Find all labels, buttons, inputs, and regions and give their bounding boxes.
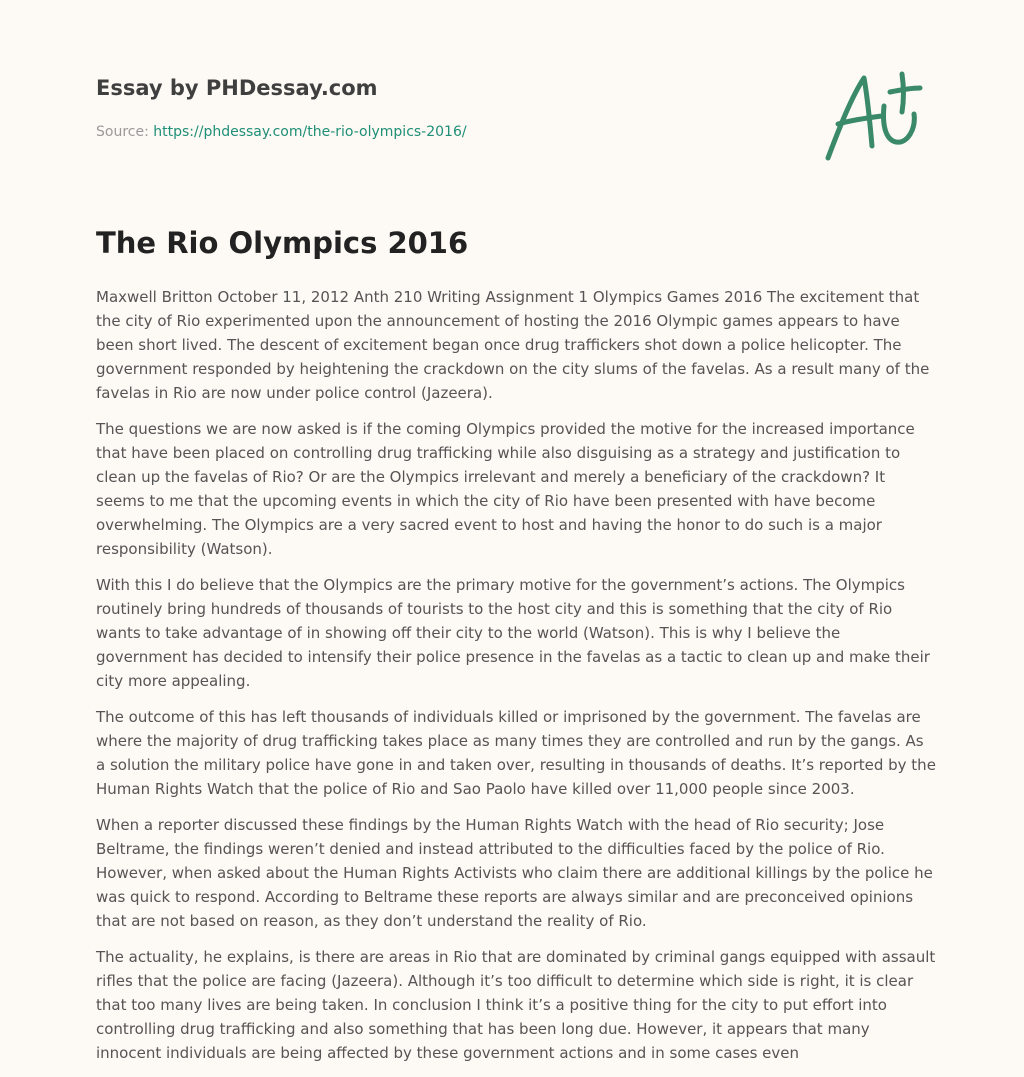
essay-paragraph: When a reporter discussed these findings by the Human Rights Watch with the head of Rio security; Jose Beltrame, the findings weren’t denied and instead attributed to the difficulties faced by the police of Rio. However, when asked about the Human Rights Activists who claim there are additional killings by the police he was quick to respond. According to Beltrame these reports are always similar and are preconceived opinions that are not based on reason, as they don’t understand the reality of Rio. xyxy=(96,816,933,930)
site-title: Essay by PHDessay.com xyxy=(96,76,378,100)
a-plus-grade-icon xyxy=(822,66,926,164)
source-label: Source: xyxy=(96,124,149,140)
essay-body xyxy=(96,285,936,1077)
essay-paragraph: The questions we are now asked is if the coming Olympics provided the motive for the increased importance that have been placed on controlling drug trafficking while also disguising as a strategy and justification to clean up the favelas of Rio? Or are the Olympics irrelevant and merely a beneficiary of the crackdown? It seems to me that the upcoming events in which the city of Rio have been presented with have become overwhelming. The Olympics are a very sacred event to host and having the honor to do such is a major responsibility (Watson). xyxy=(96,420,915,558)
essay-paragraph: The outcome of this has left thousands of individuals killed or imprisoned by the government. The favelas are where the majority of drug trafficking takes place as many times they are controlled and run by the gangs. As a solution the military police have gone in and taken over, resulting in thousands of deaths. It’s reported by the Human Rights Watch that the police of Rio and Sao Paolo have killed over 11,000 people since 2003. xyxy=(96,708,936,798)
document-title: The Rio Olympics 2016 xyxy=(96,226,469,260)
essay-paragraph: The actuality, he explains, is there are areas in Rio that are dominated by criminal gangs equipped with assault rifles that the police are facing (Jazeera). Although it’s too difficult to determine which side is right, it is clear that too many lives are being taken. In conclusion I think it’s a positive thing for the city to put effort into controlling drug trafficking and also something that has been long due. However, it appears that many innocent individuals are being affected by these government actions and in some cases even xyxy=(96,948,936,1062)
source-link[interactable]: https://phdessay.com/the-rio-olympics-2016/ xyxy=(153,124,467,140)
essay-paragraph: With this I do believe that the Olympics are the primary motive for the government’s actions. The Olympics routinely bring hundreds of thousands of tourists to the host city and this is something that the city of Rio wants to take advantage of in showing off their city to the world (Watson). This is why I believe the government has decided to intensify their police presence in the favelas as a tactic to clean up and make their city more appealing. xyxy=(96,576,930,690)
source-line xyxy=(96,124,467,140)
essay-paragraph: Maxwell Britton October 11, 2012 Anth 210 Writing Assignment 1 Olympics Games 2016 The excitement that the city of Rio experimented upon the announcement of hosting the 2016 Olympic games appears to have been short lived. The descent of excitement began once drug traffickers shot down a police helicopter. The government responded by heightening the crackdown on the city slums of the favelas. As a result many of the favelas in Rio are now under police control (Jazeera). xyxy=(96,288,930,402)
